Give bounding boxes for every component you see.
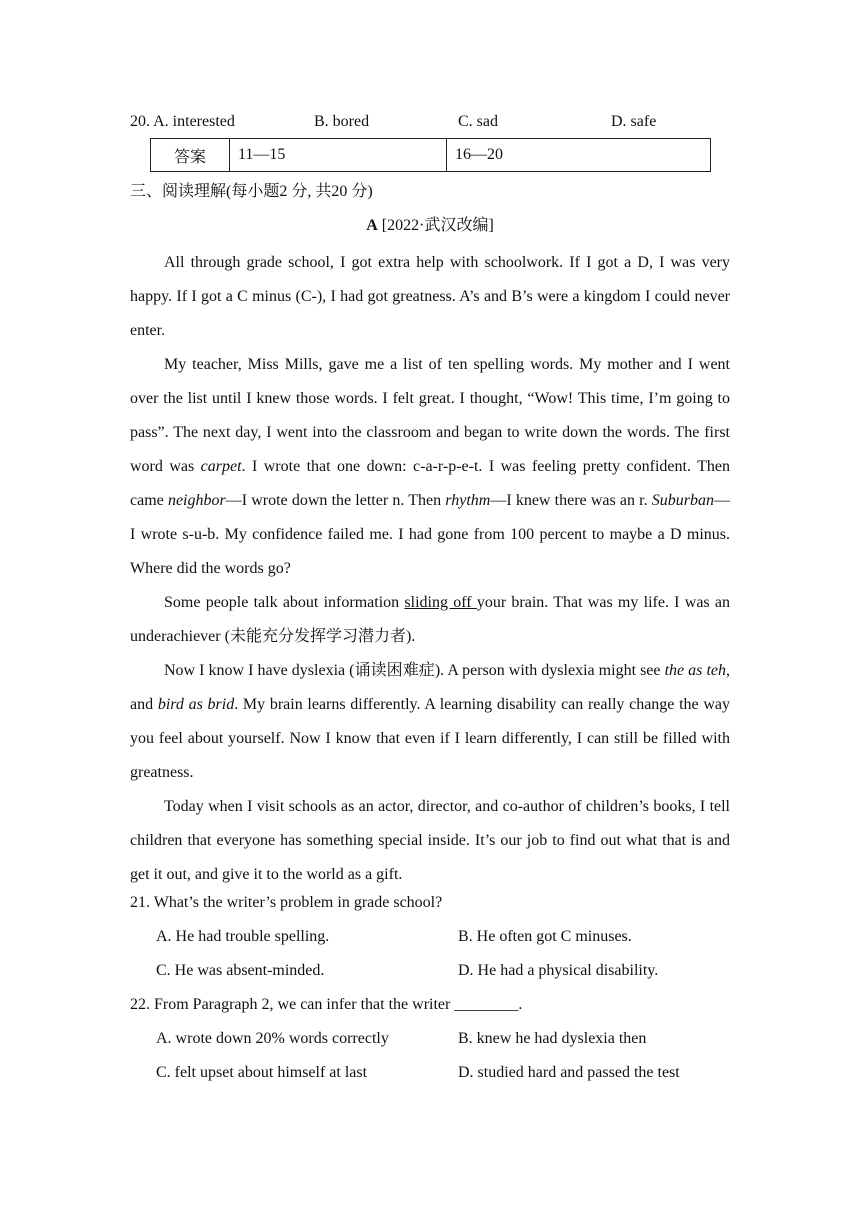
- p4-text: . My brain learns differently. A learning disability can really change the way you feel about yourself. Now I know that even if I learn differently, I can still be filled with greatness.: [130, 696, 731, 781]
- paragraph-2: [130, 348, 730, 586]
- p2-text: . I wrote that one down: c-a-r-p-e-t. I was feeling pretty confident. Then came: [130, 458, 731, 509]
- paragraph-5: Today when I visit schools as an actor, director, and co-author of children’s books, I tell children that everyone has something special inside. It’s our job to find out what that is and get it out, and give it to the world as a gift.: [130, 798, 730, 883]
- q22-option-b: B. knew he had dyslexia then: [458, 1030, 647, 1047]
- answer-label: 答案: [151, 139, 230, 172]
- exam-page: [130, 108, 731, 1081]
- q20-option-d: D. safe: [611, 113, 657, 130]
- question-21-stem: 21. What’s the writer’s problem in grade school?: [130, 894, 443, 911]
- q21-options-row-2: [130, 954, 730, 988]
- answer-range-16-20: 16—20: [447, 139, 711, 172]
- example-the-teh: the as teh: [664, 662, 726, 679]
- passage-source: [2022·武汉改编]: [377, 217, 494, 234]
- example-bird-brid: bird as brid: [157, 696, 235, 713]
- q22-options-row-1: [130, 1022, 730, 1056]
- passage-title: [130, 212, 730, 240]
- p4-text: , and: [130, 662, 730, 713]
- section-header: 三、阅读理解(每小题2 分, 共20 分): [130, 183, 373, 200]
- q21-option-d: D. He had a physical disability.: [458, 962, 659, 979]
- question-22-stem: 22. From Paragraph 2, we can infer that the writer ________.: [130, 996, 523, 1013]
- word-rhythm: rhythm: [445, 492, 491, 509]
- paragraph-3: [130, 586, 730, 654]
- underlined-phrase: sliding off: [404, 594, 477, 611]
- q20-option-c: C. sad: [458, 113, 498, 130]
- q22-option-a: A. wrote down 20% words correctly: [156, 1030, 389, 1047]
- p4-text: Now I know I have dyslexia (诵读困难症). A person with dyslexia might see: [164, 662, 665, 679]
- q22-option-d: D. studied hard and passed the test: [458, 1064, 680, 1081]
- p2-text: —I wrote down the letter n. Then: [225, 492, 446, 509]
- word-neighbor: neighbor: [167, 492, 226, 509]
- q21-option-b: B. He often got C minuses.: [458, 928, 632, 945]
- q20-number-option-a: [130, 108, 235, 136]
- answer-table: [150, 138, 711, 172]
- q22-option-c: C. felt upset about himself at last: [156, 1064, 368, 1081]
- question-20-options: [130, 108, 730, 136]
- questions: [130, 886, 730, 1090]
- q22-options-row-2: [130, 1056, 730, 1090]
- p2-text: My teacher, Miss Mills, gave me a list of ten spelling words. My mother and I went over the list until I knew those words. I felt great. I thought, “Wow! This time, I’m going to pass”. The next day, I went into the classroom and began to write down the words. The first word was: [130, 356, 730, 475]
- p2-text: —I wrote s-u-b. My confidence failed me. I had gone from 100 percent to maybe a D minus. Where did the words go?: [130, 492, 731, 577]
- p3-text: your brain. That was my life. I was an underachiever (未能充分发挥学习潜力者).: [130, 594, 730, 645]
- answer-range-11-15: 11—15: [230, 139, 447, 172]
- q20-option-a: A. interested: [153, 113, 235, 130]
- paragraph-1: All through grade school, I got extra help with schoolwork. If I got a D, I was very happy. If I got a C minus (C-), I had got greatness. A’s and B’s were a kingdom I could never enter.: [130, 254, 730, 339]
- q21-option-c: C. He was absent-minded.: [156, 962, 325, 979]
- p3-text: Some people talk about information: [164, 594, 405, 611]
- word-carpet: carpet: [200, 458, 242, 475]
- q20-number: 20.: [130, 113, 150, 130]
- word-suburban: Suburban: [651, 492, 715, 509]
- reading-passage: [130, 246, 730, 892]
- q21-option-a: A. He had trouble spelling.: [156, 928, 330, 945]
- passage-letter: A: [366, 217, 378, 234]
- paragraph-4: [130, 654, 730, 790]
- q21-options-row-1: [130, 920, 730, 954]
- p2-text: —I knew there was an r.: [490, 492, 652, 509]
- q20-option-b: B. bored: [314, 113, 370, 130]
